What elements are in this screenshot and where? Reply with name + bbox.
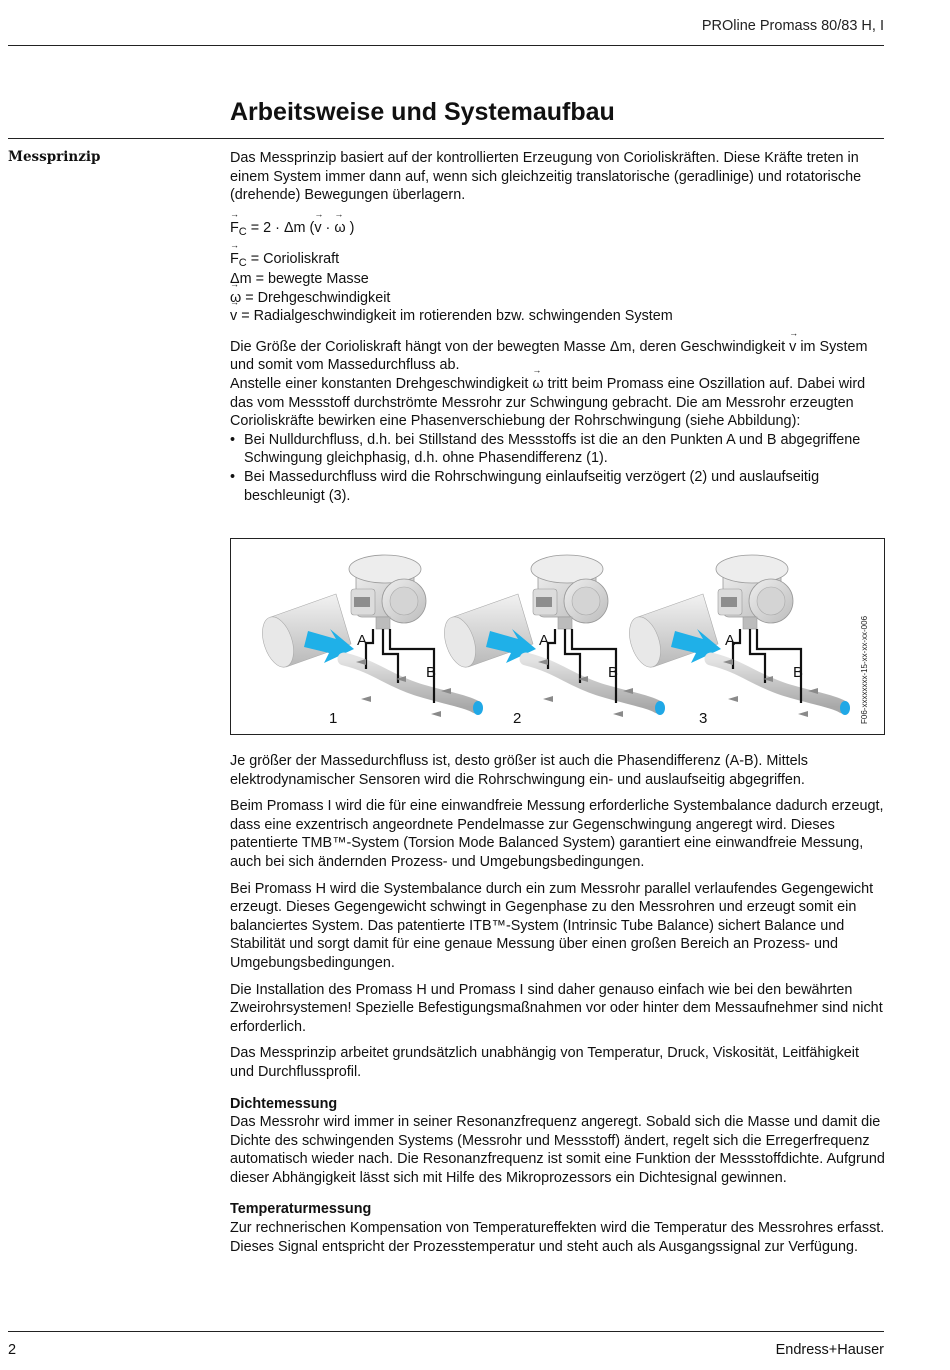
explanation-part-b: im System und somit vom Massedurchfluss ab. [230,338,868,374]
section-rule [8,138,884,139]
stage-number-3: 3 [699,710,708,727]
paragraph: Je größer der Massedurchfluss ist, desto größer ist auch die Phasendifferenz (A-B). Mittels elektrodynamischer Sensoren wird die Rohrschwingung ein- und auslaufseitig abgegriffen. [230,753,809,788]
velocity-symbol: → v [314,219,321,238]
inline-omega-symbol: → ω [532,375,543,394]
def-force-text: = Corioliskraft [246,251,340,268]
coriolis-formula [230,219,886,239]
point-b-label-1: B [426,664,437,681]
paragraph: Die Installation des Promass H und Promass I sind daher genauso einfach wie bei den bewährten Zweirohrsystemen! Spezielle Befestigungsmaßnahmen vor oder hinter dem Messaufnehmer sind nicht erforderlich. [230,981,883,1035]
description-text-block [230,752,886,1264]
footer-rule [8,1331,884,1332]
def-omega-text: = Drehgeschwindigkeit [241,289,391,306]
bullet-item: • Bei Nulldurchfluss, d.h. bei Stillstand des Messstoffs ist die an den Punkten A und B abgegriffene Schwingung gleichphasig, d.h. ohne Phasendifferenz (1). [230,431,886,468]
temperature-heading: Temperaturmessung [230,1201,372,1218]
density-paragraph: Das Messrohr wird immer in seiner Resonanzfrequenz angeregt. Sobald sich die Masse und damit die Dichte des schwingenden Systems (Messrohr und Messstoff) ändert, regelt sich die Erregerfrequenz automatisch wieder nach. Die Resonanzfrequenz ist somit eine Funktion der Messstoffdichte. Aufgrund dieser Abhängigkeit lässt sich mit Hilfe des Mikroprozessors ein Dichtesignal gewinnen. [230,1114,885,1186]
density-heading: Dichtemessung [230,1095,338,1112]
force-symbol: → F [230,219,239,238]
explanation-part-c: Anstelle einer konstanten Drehgeschwindigkeit [230,375,533,392]
principle-text-block [230,149,886,505]
page-number: 2 [8,1342,17,1358]
point-a-label-1: A [357,632,368,649]
coriolis-illustration [231,539,884,734]
point-b-label-3: B [793,664,804,681]
point-b-label-2: B [608,664,619,681]
section-title: Arbeitsweise und Systemaufbau [230,98,615,126]
bullet-item: • Bei Massedurchfluss wird die Rohrschwingung einlaufseitig verzögert (2) und auslaufseitig beschleunigt (3). [230,468,886,505]
paragraph: Das Messprinzip arbeitet grundsätzlich unabhängig von Temperatur, Druck, Viskosität, Leitfähigkeit und Durchflussprofil. [230,1045,859,1080]
definitions-list [230,250,886,325]
def-velocity-symbol: → v [230,307,237,326]
formula-close: ) [345,219,355,236]
def-force-symbol: → F [230,250,239,269]
def-omega-symbol: → ω [230,289,241,308]
force-subscript: C [238,225,247,238]
document-header-title: PROline Promass 80/83 H, I [701,18,884,34]
point-a-label-2: A [539,632,550,649]
paragraph: Bei Promass H wird die Systembalance durch ein zum Messrohr parallel verlaufendes Gegengewicht erzeugt. Dieses Gegengewicht schwingt in Gegenphase zu den Messrohren und erzeugt somit ein balanciertes System. Das patentierte ITB™-System (Intrinsic Tube Balance) sichert Balance und Stabilität und sorgt damit für eine genaue Messung über einen großen Bereich an Prozess- und Umgebungsbedingungen. [230,880,874,971]
stage-number-2: 2 [513,710,522,727]
omega-symbol: → ω [334,219,345,238]
side-label: Messprinzip [8,149,101,165]
explanation-part-d: tritt beim Promass eine Oszillation auf. Dabei wird das vom Messstoff durchströmte Messrohr zur Schwingung gebracht. Die am Messrohr erzeugten Corioliskräfte bewirken eine Phasenverschiebung der Rohrschwingung (siehe Abbildung): [230,375,866,430]
temperature-paragraph: Zur rechnerischen Kompensation von Temperatureffekten wird die Temperatur des Messrohres erfasst. Dieses Signal entspricht der Prozesstemperatur und steht auch als Ausgangssignal zur Verfügung. [230,1220,885,1255]
formula-dot: · [321,219,335,236]
brand-name: Endress+Hauser [775,1342,884,1358]
explanation-part-a: Die Größe der Corioliskraft hängt von der bewegten Masse Δm, deren Geschwindigkeit [230,338,790,355]
phase-bullet-list [230,431,886,505]
measuring-principle-figure [230,538,885,735]
point-a-label-3: A [725,632,736,649]
stage-outlet-accel [624,555,850,717]
def-mass-text: Δm = bewegte Masse [230,270,369,287]
def-force-subscript: C [238,257,247,270]
paragraph: Beim Promass I wird die für eine einwandfreie Messung erforderliche Systembalance dadurch erzeugt, dass eine exzentrisch angeordnete Pendelmasse zur Gegenschwingung angeregt wird. Dieses patentierte TMB™-System (Torsion Mode Balanced System) garantiert eine einwandfreie Messung, auch bei sich ändernden Prozess- und Umgebungsbedingungen. [230,798,884,870]
inline-velocity-symbol: → v [789,338,796,357]
coriolis-explanation [230,338,886,431]
intro-paragraph: Das Messprinzip basiert auf der kontrollierten Erzeugung von Corioliskräften. Diese Kräfte treten in einem System immer dann auf, wenn sich gleichzeitig translatorische (geradlinige) und rotatorische (drehende) Bewegungen überlagern. [230,150,862,204]
formula-equals: = 2 · Δm ( [246,219,315,236]
header-rule [8,45,884,46]
stage-number-1: 1 [329,710,338,727]
figure-code: F06-xxxxxxxx-15-xx-xx-xx-006 [860,615,869,724]
def-velocity-text: = Radialgeschwindigkeit im rotierenden bzw. schwingenden System [237,308,673,325]
